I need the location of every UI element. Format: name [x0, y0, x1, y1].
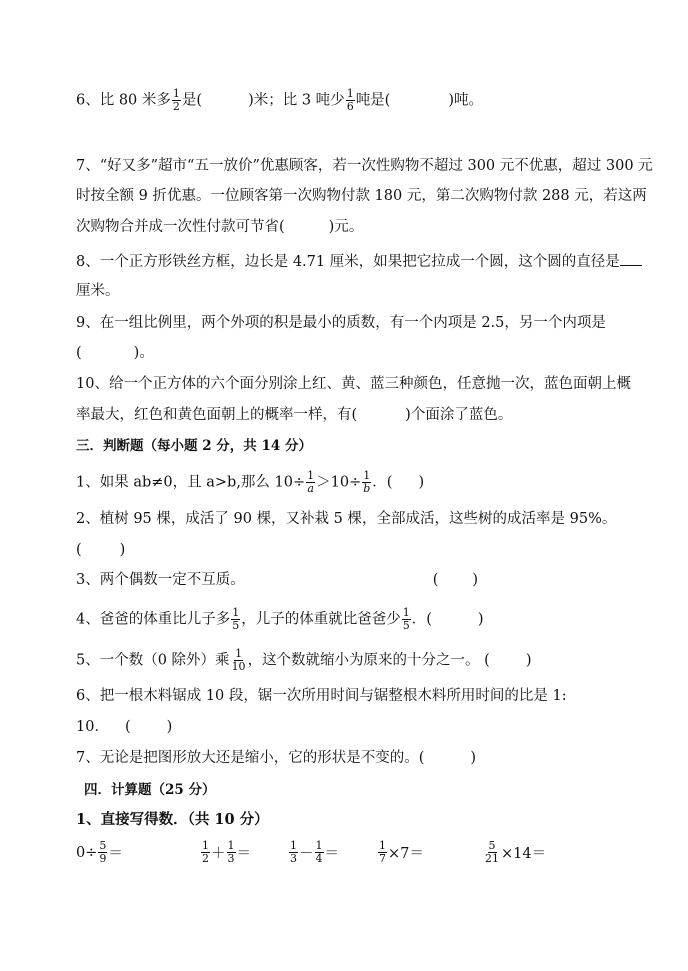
question-7-line-1: 7、“好又多”超市“五一放价”优惠顾客，若一次性购物不超过 300 元不优惠，超过 300 元: [76, 158, 653, 174]
section-3-title: 三．判断题（每小题 2 分，共 14 分）: [76, 438, 312, 454]
calc-expression-1: 0÷ $\frac{5}{9}$ ＝: [76, 839, 123, 865]
answer-underline[interactable]: [620, 251, 642, 266]
question-9-line-2: ( )。: [76, 345, 154, 361]
fraction: $\frac{5}{21}$: [485, 839, 499, 865]
fraction: $\frac{1}{b}$: [363, 469, 371, 495]
fraction: $\frac{1}{5}$: [402, 606, 410, 632]
question-10-line-1: 10、给一个正方体的六个面分别涂上红、黄、蓝三种颜色，任意抛一次，蓝色面朝上概: [76, 376, 631, 392]
judgement-7: 7、无论是把图形放大还是缩小，它的形状是不变的。( ): [76, 750, 477, 766]
fraction: $\frac{1}{4}$: [315, 839, 323, 865]
judgement-3: 3、两个偶数一定不互质。 ( ): [76, 572, 479, 588]
question-10-line-2: 率最大，红色和黄色面朝上的概率一样，有( )个面涂了蓝色。: [76, 407, 513, 423]
fraction: $\frac{5}{9}$: [99, 839, 107, 865]
question-8-line-2: 厘米。: [76, 283, 120, 299]
fraction: $\frac{1}{3}$: [290, 839, 297, 865]
calc-expression-4: $\frac{1}{7}$ ×7＝: [379, 839, 424, 865]
judgement-4: 4、爸爸的体重比儿子多 $\frac{1}{5}$ ，儿子的体重就比爸爸少 $\frac{1}{5}$ ．( ): [76, 606, 484, 632]
calc-expression-5: $\frac{5}{21}$ ×14＝: [485, 839, 547, 865]
fraction: $\frac{1}{2}$: [172, 87, 180, 113]
calc-1-title: 1、直接写得数．（共 10 分）: [76, 811, 269, 828]
fraction: $\frac{1}{10}$: [231, 647, 246, 673]
fraction: $\frac{1}{6}$: [346, 87, 354, 113]
section-4-title: 四．计算题（25 分）: [84, 782, 216, 798]
judgement-5: 5、一个数（0 除外）乘 $\frac{1}{10}$ ，这个数就缩小为原来的十分之一。 ( ): [76, 647, 532, 673]
fraction: $\frac{1}{3}$: [227, 839, 235, 865]
fraction: $\frac{1}{5}$: [232, 606, 240, 632]
judgement-1: 1、如果 ab≠0，且 a>b,那么 10÷ $\frac{1}{a}$ ＞10÷ $\frac{1}{b}$ ．( ): [76, 469, 425, 495]
judgement-6-line-1: 6、把一根木料锯成 10 段，锯一次所用时间与锯整根木料所用时间的比是 1:: [76, 688, 567, 704]
fraction: $\frac{1}{a}$: [307, 469, 315, 495]
calc-expression-3: $\frac{1}{3}$ － $\frac{1}{4}$ ＝: [290, 839, 339, 865]
fraction: $\frac{1}{7}$: [379, 839, 386, 865]
judgement-2-line-1: 2、植树 95 棵，成活了 90 棵，又补栽 5 棵，全部成活，这些树的成活率是 95%。: [76, 511, 617, 527]
question-6: 6、比 80 米多 $\frac{1}{2}$ 是( )米；比 3 吨少 $\frac{1}{6}$ 吨是( )吨。: [76, 87, 484, 113]
question-9-line-1: 9、在一组比例里，两个外项的积是最小的质数，有一个内项是 2.5，另一个内项是: [76, 315, 606, 331]
fraction: $\frac{1}{2}$: [202, 839, 209, 865]
question-8-line-1: 8、一个正方形铁丝方框，边长是 4.71 厘米，如果把它拉成一个圆，这个圆的直径是: [76, 251, 642, 272]
judgement-2-line-2: ( ): [76, 542, 126, 558]
question-7-line-2: 时按全额 9 折优惠。一位顾客第一次购物付款 180 元，第二次购物付款 288 元，若这两: [76, 188, 647, 204]
judgement-6-line-2: 10． ( ): [76, 719, 173, 735]
question-7-line-3: 次购物合并成一次性付款可节省( )元。: [76, 219, 364, 235]
calc-expression-2: $\frac{1}{2}$ ＋ $\frac{1}{3}$ ＝: [202, 839, 251, 865]
